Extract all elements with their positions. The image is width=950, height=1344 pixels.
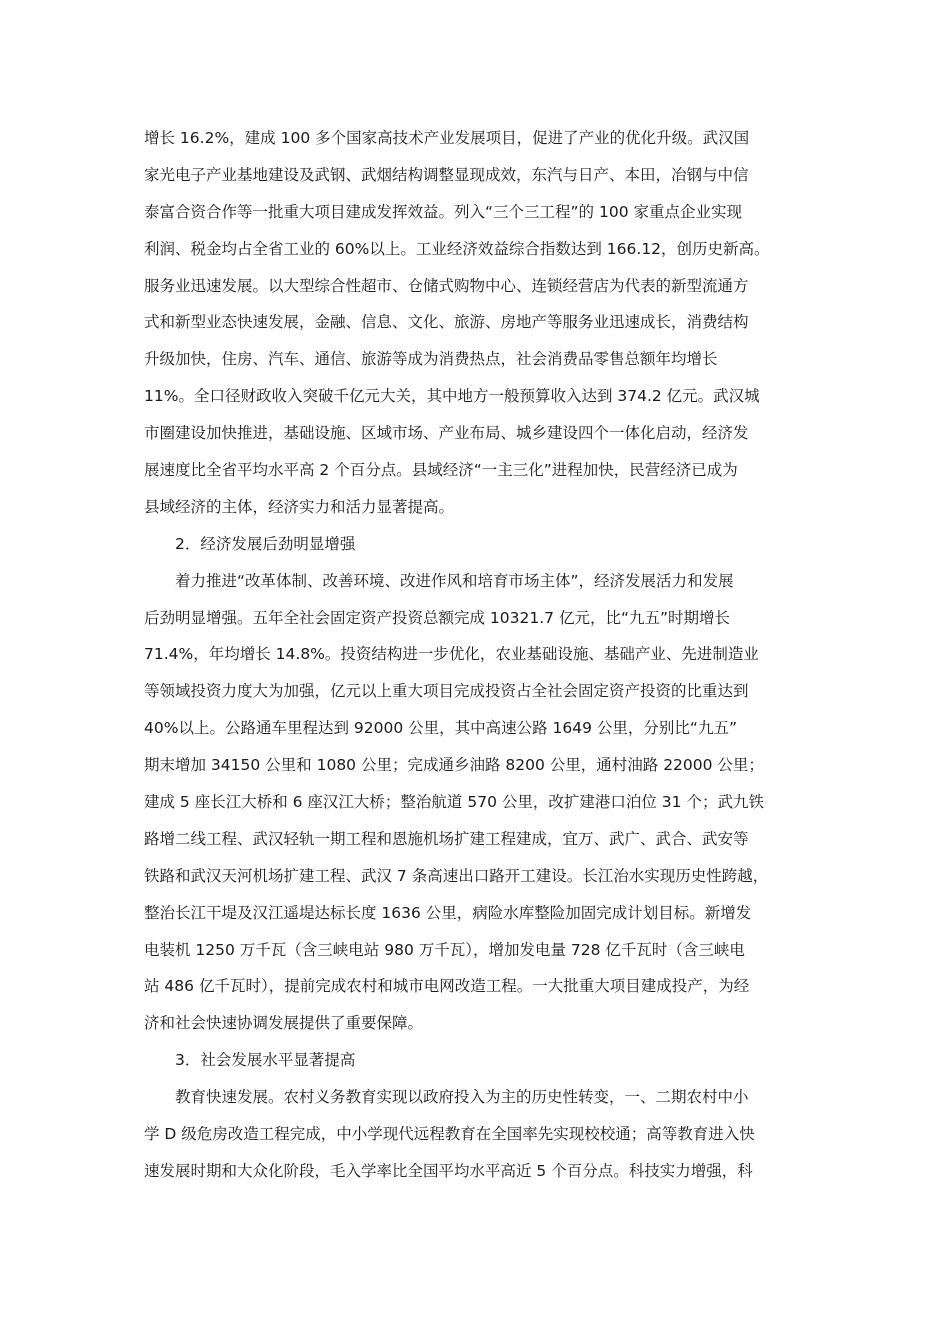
text-line: 泰富合资合作等一批重大项目建成发挥效益。列入“三个三工程”的 100 家重点企业实现	[144, 202, 743, 221]
text-line: 后劲明显增强。五年全社会固定资产投资总额完成 10321.7 亿元，比“九五”时期增长	[144, 608, 731, 627]
text-line: 升级加快，住房、汽车、通信、旅游等成为消费热点，社会消费品零售总额年均增长	[144, 350, 718, 369]
text-line: 整治长江干堤及汉江遥堤达标长度 1636 公里，病险水库整险加固完成计划目标。新增发	[144, 903, 752, 922]
text-line: 式和新型业态快速发展，金融、信息、文化、旅游、房地产等服务业迅速成长，消费结构	[144, 313, 749, 332]
text-line: 期末增加 34150 公里和 1080 公里；完成通乡油路 8200 公里，通村油路 22000 公里；	[144, 756, 764, 775]
text-line: 利润、税金均占全省工业的 60%以上。工业经济效益综合指数达到 166.12，创历史新高。	[144, 239, 770, 258]
text-line: 家光电子产业基地建设及武钢、武烟结构调整显现成效，东汽与日产、本田，冶钢与中信	[144, 165, 749, 184]
text-line: 教育快速发展。农村义务教育实现以政府投入为主的历史性转变，一、二期农村中小	[175, 1088, 749, 1107]
text-line: 等领域投资力度大为加强，亿元以上重大项目完成投资占全社会固定资产投资的比重达到	[144, 682, 749, 701]
text-line: 71.4%，年均增长 14.8%。投资结构进一步优化，农业基础设施、基础产业、先进制造业	[144, 645, 759, 664]
section-heading: 3．社会发展水平显著提高	[175, 1051, 356, 1070]
text-line: 学 D 级危房改造工程完成，中小学现代远程教育在全国率先实现校校通；高等教育进入快	[144, 1125, 755, 1144]
text-line: 县域经济的主体，经济实力和活力显著提高。	[144, 497, 455, 516]
text-line: 建成 5 座长江大桥和 6 座汉江大桥；整治航道 570 公里，改扩建港口泊位 31 个；武九铁	[144, 793, 764, 812]
document-body	[144, 120, 812, 1190]
text-line: 增长 16.2%，建成 100 多个国家高技术产业发展项目，促进了产业的优化升级。武汉国	[144, 129, 750, 147]
text-line: 电装机 1250 万千瓦（含三峡电站 980 万千瓦），增加发电量 728 亿千瓦时（含三峡电	[144, 940, 745, 959]
text-line: 11%。全口径财政收入突破千亿元大关，其中地方一般预算收入达到 374.2 亿元。武汉城	[144, 387, 760, 406]
text-line: 40%以上。公路通车里程达到 92000 公里，其中高速公路 1649 公里，分别比“九五”	[144, 719, 737, 738]
text-line: 路增二线工程、武汉轻轨一期工程和恩施机场扩建工程建成，宜万、武广、武合、武安等	[144, 829, 749, 848]
text-line: 速发展时期和大众化阶段，毛入学率比全国平均水平高近 5 个百分点。科技实力增强，科	[144, 1161, 753, 1180]
text-line: 市圈建设加快推进，基础设施、区域市场、产业布局、城乡建设四个一体化启动，经济发	[144, 424, 749, 443]
text-line: 着力推进“改革体制、改善环境、改进作风和培育市场主体”，经济发展活力和发展	[175, 571, 734, 590]
text-line: 展速度比全省平均水平高 2 个百分点。县域经济“一主三化”进程加快，民营经济已成为	[144, 461, 738, 480]
text-line: 济和社会快速协调发展提供了重要保障。	[144, 1014, 424, 1033]
text-line: 服务业迅速发展。以大型综合性超市、仓储式购物中心、连锁经营店为代表的新型流通方	[144, 276, 749, 295]
section-heading: 2．经济发展后劲明显增强	[175, 534, 356, 553]
text-line: 铁路和武汉天河机场扩建工程、武汉 7 条高速出口路开工建设。长江治水实现历史性跨越，	[144, 866, 769, 885]
text-line: 站 486 亿千瓦时），提前完成农村和城市电网改造工程。一大批重大项目建成投产，为经	[144, 977, 750, 996]
